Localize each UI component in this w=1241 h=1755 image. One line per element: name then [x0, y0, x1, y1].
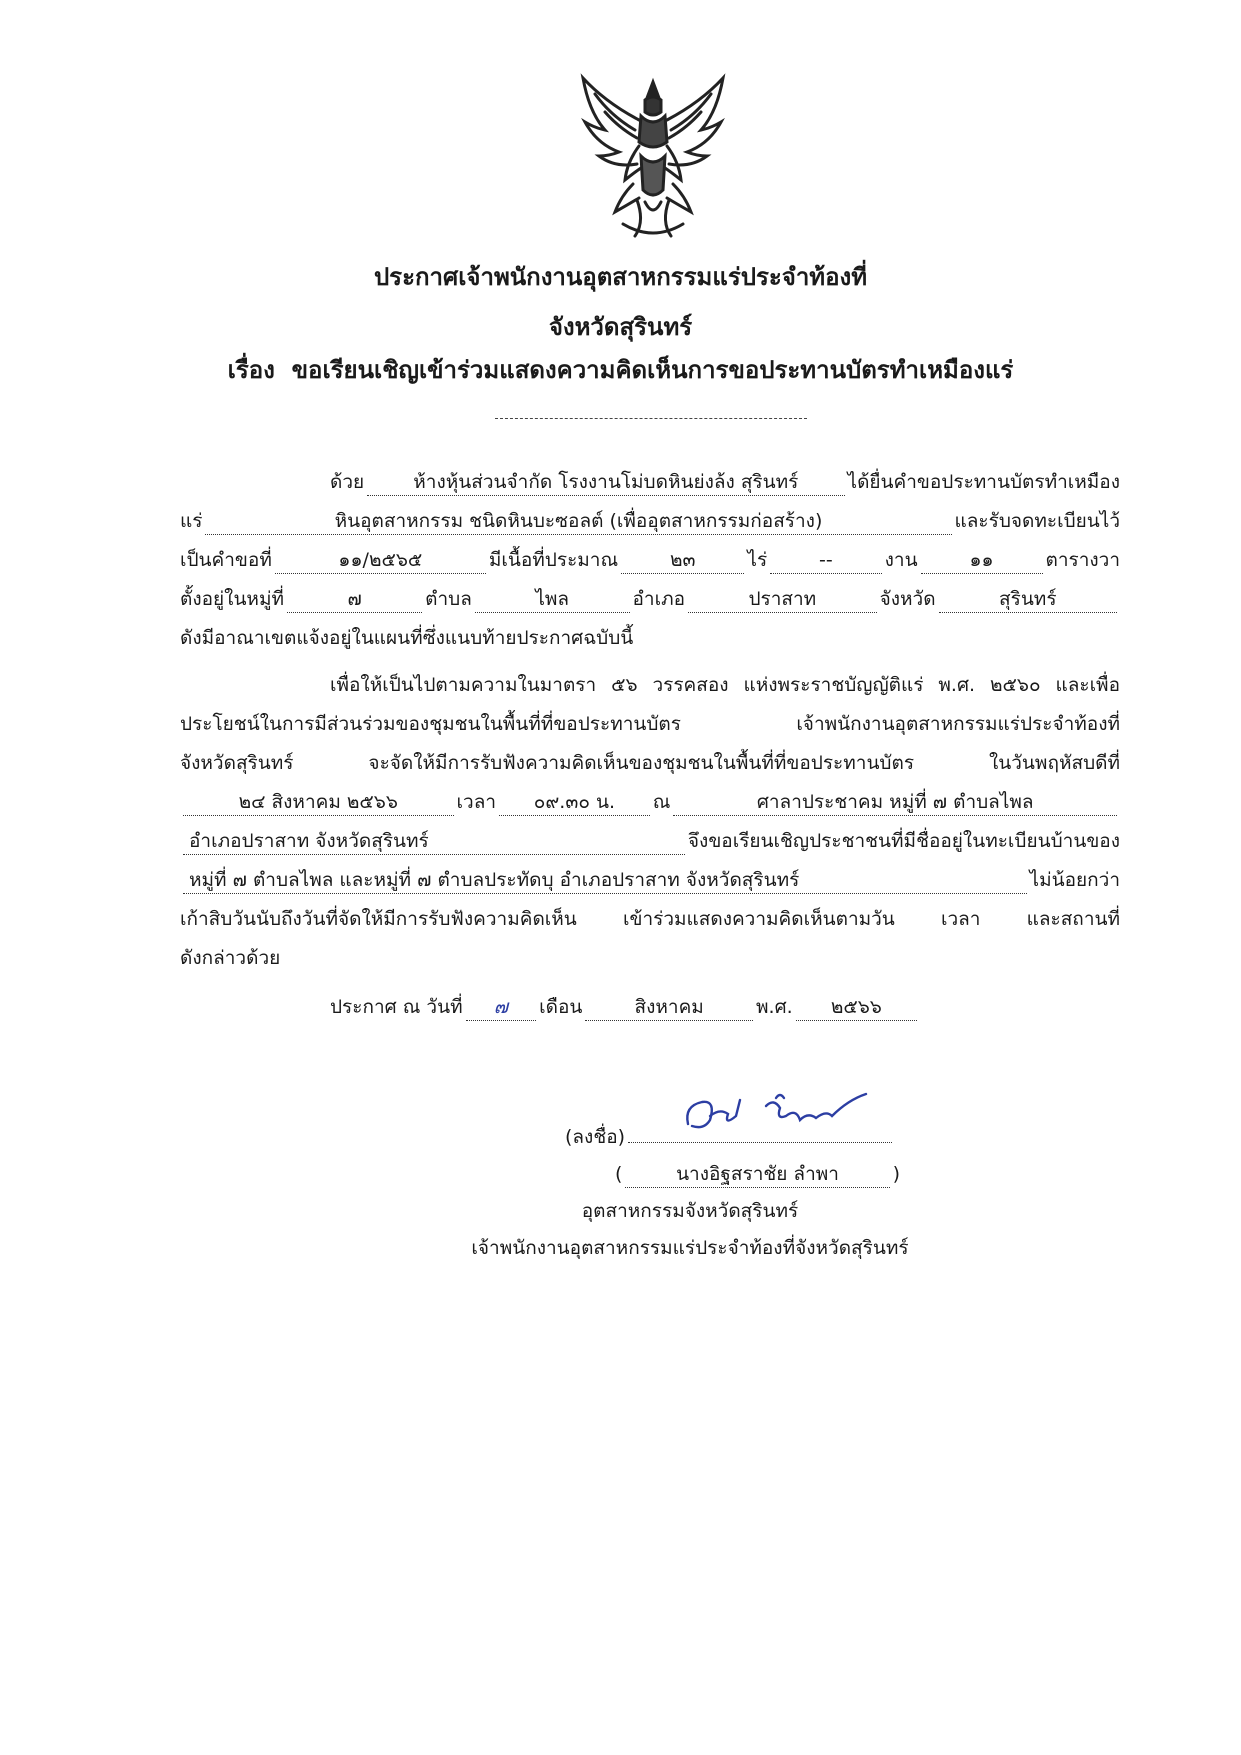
signer-position-2: เจ้าพนักงานอุตสาหกรรมแร่ประจำท้องที่จังหวัดสุรินทร์: [471, 1237, 909, 1259]
label-announced: ประกาศ ณ วันที่: [330, 996, 463, 1018]
residents-field: หมู่ที่ ๗ ตำบลไพล และหมู่ที่ ๗ ตำบลประทัดบุ อำเภอปราสาท จังหวัดสุรินทร์: [183, 867, 1027, 894]
label-month: เดือน: [539, 996, 583, 1018]
label-ngan: งาน: [884, 549, 918, 571]
subject-label: เรื่อง: [227, 356, 275, 384]
title-line-2: จังหวัดสุรินทร์: [548, 313, 693, 341]
label-by: ด้วย: [330, 471, 365, 493]
signature-field: [628, 1142, 892, 1143]
garuda-emblem-icon: [575, 72, 731, 242]
meeting-date-field: ๒๔ สิงหาคม ๒๕๖๖: [183, 789, 454, 816]
sign-line: [565, 1120, 895, 1154]
request-no-field: ๑๑/๒๕๖๕: [275, 547, 486, 574]
label-request-no: เป็นคำขอที่: [180, 549, 272, 571]
signer-position-1: อุตสาหกรรมจังหวัดสุรินทร์: [581, 1200, 799, 1222]
label-wa: ตารางวา: [1045, 549, 1120, 571]
label-subdistrict: ตำบล: [425, 588, 472, 610]
village-field: ๗: [287, 586, 422, 613]
para1-line1: [330, 465, 1120, 499]
label-not-less-than: ไม่น้อยกว่า: [1029, 869, 1120, 891]
para2-line2: ประโยชน์ในการมีส่วนร่วมของชุมชนในพื้นที่ที่ขอประทานบัตร เจ้าพนักงานอุตสาหกรรมแร่ประจำท้องที่: [180, 713, 1120, 735]
wa-field: ๑๑: [921, 547, 1043, 574]
applicant-field: ห้างหุ้นส่วนจำกัด โรงงานโม่บดหินย่งล้ง สุรินทร์: [367, 469, 844, 496]
announce-year-field: ๒๕๖๖: [796, 994, 917, 1021]
label-registered: และรับจดทะเบียนไว้: [954, 510, 1120, 532]
para2-line5: [180, 824, 1120, 858]
subject-line: [0, 355, 1241, 385]
para2-line8: ดังกล่าวด้วย: [180, 947, 281, 969]
subject-text: ขอเรียนเชิญเข้าร่วมแสดงความคิดเห็นการขอประทานบัตรทำเหมืองแร่: [291, 356, 1014, 384]
para2-line7: เก้าสิบวันนับถึงวันที่จัดให้มีการรับฟังความคิดเห็น เข้าร่วมแสดงความคิดเห็นตามวัน เวลา และสถานที่: [180, 908, 1120, 930]
ngan-field: --: [770, 547, 882, 574]
venue-continued-field: อำเภอปราสาท จังหวัดสุรินทร์: [183, 828, 685, 855]
district-field: ปราสาท: [688, 586, 877, 613]
province-field: สุรินทร์: [939, 586, 1117, 613]
para1-closing: ดังมีอาณาเขตแจ้งอยู่ในแผนที่ซึ่งแนบท้ายประกาศฉบับนี้: [180, 627, 634, 649]
label-village: ตั้งอยู่ในหมู่ที่: [180, 588, 284, 610]
paren-open: (: [615, 1163, 623, 1185]
title-line-1: ประกาศเจ้าพนักงานอุตสาหกรรมแร่ประจำท้องที่: [373, 263, 868, 291]
meeting-time-field: ๐๙.๓๐ น.: [499, 789, 650, 816]
para2-line1: เพื่อให้เป็นไปตามความในมาตรา ๕๖ วรรคสอง แห่งพระราชบัญญัติแร่ พ.ศ. ๒๕๖๐ และเพื่อ: [330, 674, 1120, 696]
label-year: พ.ศ.: [756, 996, 793, 1018]
signer-name-line: [615, 1157, 900, 1191]
paren-close: ): [892, 1163, 900, 1185]
para1-line3: [180, 543, 1120, 577]
venue-field: ศาลาประชาคม หมู่ที่ ๗ ตำบลไพล: [673, 789, 1117, 816]
rai-field: ๒๓: [621, 547, 744, 574]
label-time: เวลา: [456, 791, 497, 813]
label-invite: จึงขอเรียนเชิญประชาชนที่มีชื่ออยู่ในทะเบียนบ้านของ: [687, 830, 1120, 852]
subdistrict-field: ไพล: [475, 586, 630, 613]
label-province: จังหวัด: [879, 588, 936, 610]
para1-line4: [180, 582, 1120, 616]
title-divider: [495, 418, 807, 419]
signer-name: นางอิฐสราชัย ลำพา: [625, 1161, 889, 1188]
label-rai: ไร่: [747, 549, 768, 571]
label-district: อำเภอ: [632, 588, 686, 610]
label-at: ณ: [652, 791, 671, 813]
announce-month-field: สิงหาคม: [585, 994, 753, 1021]
para2-line4: [180, 785, 1120, 819]
label-filed: ได้ยื่นคำขอประทานบัตรทำเหมือง: [847, 471, 1120, 493]
label-area: มีเนื้อที่ประมาณ: [488, 549, 619, 571]
announce-line: [330, 990, 920, 1024]
para2-line6: [180, 863, 1120, 897]
label-mineral: แร่: [180, 510, 203, 532]
announce-day-field: ๗: [466, 994, 537, 1021]
label-sign: (ลงชื่อ): [565, 1126, 626, 1148]
para2-line3: จังหวัดสุรินทร์ จะจัดให้มีการรับฟังความคิดเห็นของชุมชนในพื้นที่ที่ขอประทานบัตร ในวันพฤหัสบดีที่: [180, 752, 1120, 774]
para1-line2: [180, 504, 1120, 538]
mineral-field: หินอุตสาหกรรม ชนิดหินบะซอลต์ (เพื่ออุตสาหกรรมก่อสร้าง): [205, 508, 951, 535]
